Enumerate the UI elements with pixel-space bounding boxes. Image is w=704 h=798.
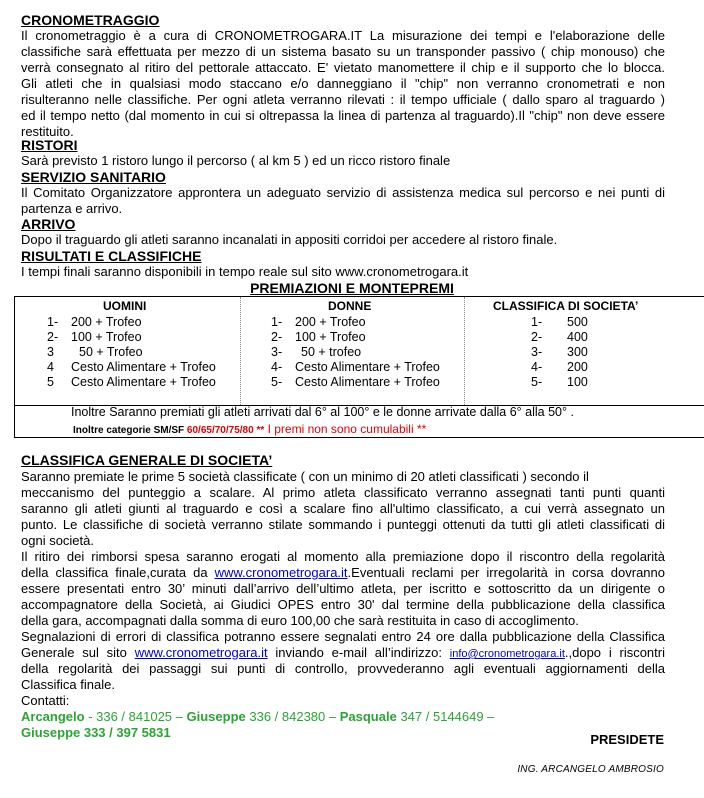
arrivo-text	[21, 232, 665, 248]
text-line: saranno gli atleti giunti al traguardo e così a scalare fino all'ultimo classificato, a cui verrà assegnato un	[21, 501, 665, 516]
text-line: accompagnatore della Società, ai Giudici OPES entro 30' dal termine della pubblicazione della classifica	[21, 597, 665, 612]
prize-row-club-5	[531, 375, 588, 389]
prize-rank: 2-	[531, 330, 543, 344]
section-title-ristori: RISTORI	[21, 137, 78, 153]
prize-rank: 3-	[271, 345, 283, 359]
text-line: Il ritiro dei rimborsi spesa saranno erogati al momento alla premiazione dopo il riscontro della regolarità	[21, 549, 665, 564]
prize-rank: 1-	[271, 315, 283, 329]
text-line: verrà consegnato al ritiro del pettorale attaccato. E' vietato manomettere il chip e il supporto che lo blocca.	[21, 60, 665, 75]
text-line: punto. Le classifiche di società verranno stilate sommando i punteggi ottenuti da tutti gli atleti classificati di	[21, 517, 665, 532]
prize-rank: 5-	[271, 375, 283, 389]
prize-rank: 4-	[271, 360, 283, 374]
prize-row-women-1	[271, 315, 366, 329]
ristori-text	[21, 153, 665, 169]
text-line: della gara, accompagnati dalla somma di euro 100,00 che sarà restituita in caso di accoglimento.	[21, 613, 579, 628]
section-title-risultati: RISULTATI E CLASSIFICHE	[21, 248, 202, 264]
prize-row-men-1	[47, 315, 142, 329]
section-title-classifica: CLASSIFICA GENERALE DI SOCIETA’	[21, 452, 273, 468]
prize-rank: 3-	[531, 345, 543, 359]
section-title-cronometraggio: CRONOMETRAGGIO	[21, 12, 160, 28]
text-line: restituito.	[21, 124, 74, 139]
signature-name: ING. ARCANGELO AMBROSIO	[517, 764, 664, 775]
prize-rank: 2-	[47, 330, 59, 344]
prize-value: Cesto Alimentare + Trofeo	[295, 360, 440, 374]
prize-value: Cesto Alimentare + Trofeo	[295, 375, 440, 389]
prizes-table	[14, 296, 704, 406]
prize-value: 200	[567, 360, 588, 374]
contact-number: - 336 / 841025 –	[84, 709, 187, 724]
text-line: Gli atleti che in qualsiasi modo staccano e/o danneggiano il "chip" non verranno cronometrati e non	[21, 76, 665, 91]
contact-name: Giuseppe	[186, 709, 246, 724]
contacts-line	[21, 709, 665, 725]
section-title-arrivo: ARRIVO	[21, 216, 76, 232]
prize-rank: 5	[47, 375, 54, 389]
text-line: classifiche sarà effettuata per mezzo di un sistema basato su un transponder passivo ( chip monouso) che	[21, 44, 665, 59]
signature-role: PRESIDETE	[590, 732, 664, 747]
section-title-sanitario: SERVIZIO SANITARIO	[21, 169, 166, 185]
prize-row-women-2	[271, 330, 366, 344]
prize-value: Cesto Alimentare + Trofeo	[71, 375, 216, 389]
prize-value: 500	[567, 315, 588, 329]
prize-row-men-2	[47, 330, 142, 344]
text-fragment: inviando e-mail all’indirizzo:	[267, 645, 450, 660]
text-line: Classifica finale.	[21, 677, 115, 692]
prizes-title: PREMIAZIONI E MONTEPREMI	[250, 280, 454, 296]
prize-value: 100 + Trofeo	[71, 330, 142, 344]
prize-row-club-1	[531, 315, 588, 329]
text-line: risulteranno nelle classifiche. Per ogni atleta verranno rilevati : il tempo ufficiale ( dallo sparo al traguardo )	[21, 92, 665, 107]
text-fragment: della classifica finale,curata da	[21, 565, 215, 580]
column-header-societa: CLASSIFICA DI SOCIETA’	[493, 299, 639, 313]
prize-value: 50 + trofeo	[301, 345, 362, 359]
contacts-label: Contatti:	[21, 693, 70, 708]
contact-line-giuseppe: Giuseppe 333 / 397 5831	[21, 725, 171, 740]
no-cumul-note: I premi non sono cumulabili **	[264, 422, 427, 436]
prize-value: 200 + Trofeo	[295, 315, 366, 329]
prize-rank: 4-	[531, 360, 543, 374]
prize-rank: 4	[47, 360, 54, 374]
text-line: Segnalazioni di errori di classifica potranno essere segnalati entro 24 ore dalla pubblicazione della Classifica	[21, 629, 665, 644]
text-line: Saranno premiate le prime 5 società classificate ( con un minimo di 20 atleti classificati ) secondo il	[21, 469, 589, 484]
prize-value: Cesto Alimentare + Trofeo	[71, 360, 216, 374]
classifica-text	[21, 469, 665, 741]
contact-number: 347 / 5144649 –	[396, 709, 495, 724]
text-line: Dopo il traguardo gli atleti saranno incanalati in appositi corridoi per accedere al ristoro finale.	[21, 232, 558, 247]
text-line: meccanismo del punteggio a scalare. Al primo atleta classificato verranno assegnati tanti punti quanti	[21, 485, 665, 500]
website-link[interactable]: www.cronometrogara.it	[214, 565, 348, 580]
text-line	[21, 645, 665, 661]
prizes-note-line: Inoltre Saranno premiati gli atleti arrivati dal 6° al 100° e le donne arrivate dalla 6° alla 50° .	[71, 405, 574, 419]
text-fragment: .Eventuali reclami per irregolarità in corsa dovranno	[347, 565, 665, 580]
prize-rank: 3	[47, 345, 54, 359]
column-header-uomini: UOMINI	[103, 299, 147, 313]
categories-line	[73, 422, 426, 438]
sanitario-text	[21, 185, 665, 217]
text-fragment: Generale sul sito	[21, 645, 135, 660]
text-line: ogni società.	[21, 533, 94, 548]
text-line: partenza e arrivo.	[21, 201, 123, 216]
prize-row-men-4	[47, 360, 216, 374]
prize-value: 50 + Trofeo	[79, 345, 143, 359]
prize-value: 100	[567, 375, 588, 389]
contact-number: 336 / 842380 –	[245, 709, 340, 724]
categories-values: 60/65/70/75/80	[186, 425, 254, 436]
text-line: Il cronometraggio è a cura di CRONOMETROGARA.IT La misurazione dei tempi e l'elaborazione delle	[21, 28, 665, 43]
text-line: della regolarità dei passaggi sui punti di controllo, provvederanno agli eventuali aggiornamenti della	[21, 661, 665, 676]
prize-rank: 1-	[531, 315, 543, 329]
prize-rank: 5-	[531, 375, 543, 389]
text-line: essere presentati entro 30’ minuti dall’arrivo dell’ultimo atleta, per iscritto e sottoscritto da un dirigente o	[21, 581, 665, 596]
website-link[interactable]: www.cronometrogara.it	[134, 645, 268, 660]
prize-row-women-3	[271, 345, 361, 359]
column-divider	[240, 297, 241, 405]
prize-row-club-3	[531, 345, 588, 359]
text-line: ed il tempo netto (dal momento in cui si oltrepassa la linea di partenza al traguardo).Il "chip" non deve essere	[21, 108, 665, 123]
risultati-text	[21, 264, 665, 280]
prize-value: 300	[567, 345, 588, 359]
prize-rank: 1-	[47, 315, 59, 329]
text-fragment: .,dopo i riscontri	[564, 645, 665, 660]
prize-row-women-5	[271, 375, 440, 389]
cronometraggio-text	[21, 28, 665, 140]
prize-value: 200 + Trofeo	[71, 315, 142, 329]
email-link[interactable]: info@cronometrogara.it	[449, 648, 565, 660]
categories-stars: **	[256, 425, 265, 436]
text-line	[21, 565, 665, 581]
categories-label: Inoltre categorie SM/SF	[73, 425, 185, 436]
column-header-donne: DONNE	[328, 299, 372, 313]
text-line: I tempi finali saranno disponibili in tempo reale sul sito www.cronometrogara.it	[21, 264, 469, 279]
prize-row-club-4	[531, 360, 588, 374]
text-line: Sarà previsto 1 ristoro lungo il percorso ( al km 5 ) ed un ricco ristoro finale	[21, 153, 451, 168]
prize-row-men-3	[47, 345, 143, 359]
prize-value: 400	[567, 330, 588, 344]
prize-row-club-2	[531, 330, 588, 344]
prize-rank: 2-	[271, 330, 283, 344]
column-divider	[464, 297, 465, 405]
contact-name: Pasquale	[339, 709, 397, 724]
prize-row-men-5	[47, 375, 216, 389]
prize-value: 100 + Trofeo	[295, 330, 366, 344]
text-line: Il Comitato Organizzatore approntera un adeguato servizio di assistenza medica sul percorso e nei punti di	[21, 185, 665, 200]
prize-row-women-4	[271, 360, 440, 374]
contact-name: Arcangelo	[21, 709, 85, 724]
prizes-notes	[14, 404, 704, 438]
